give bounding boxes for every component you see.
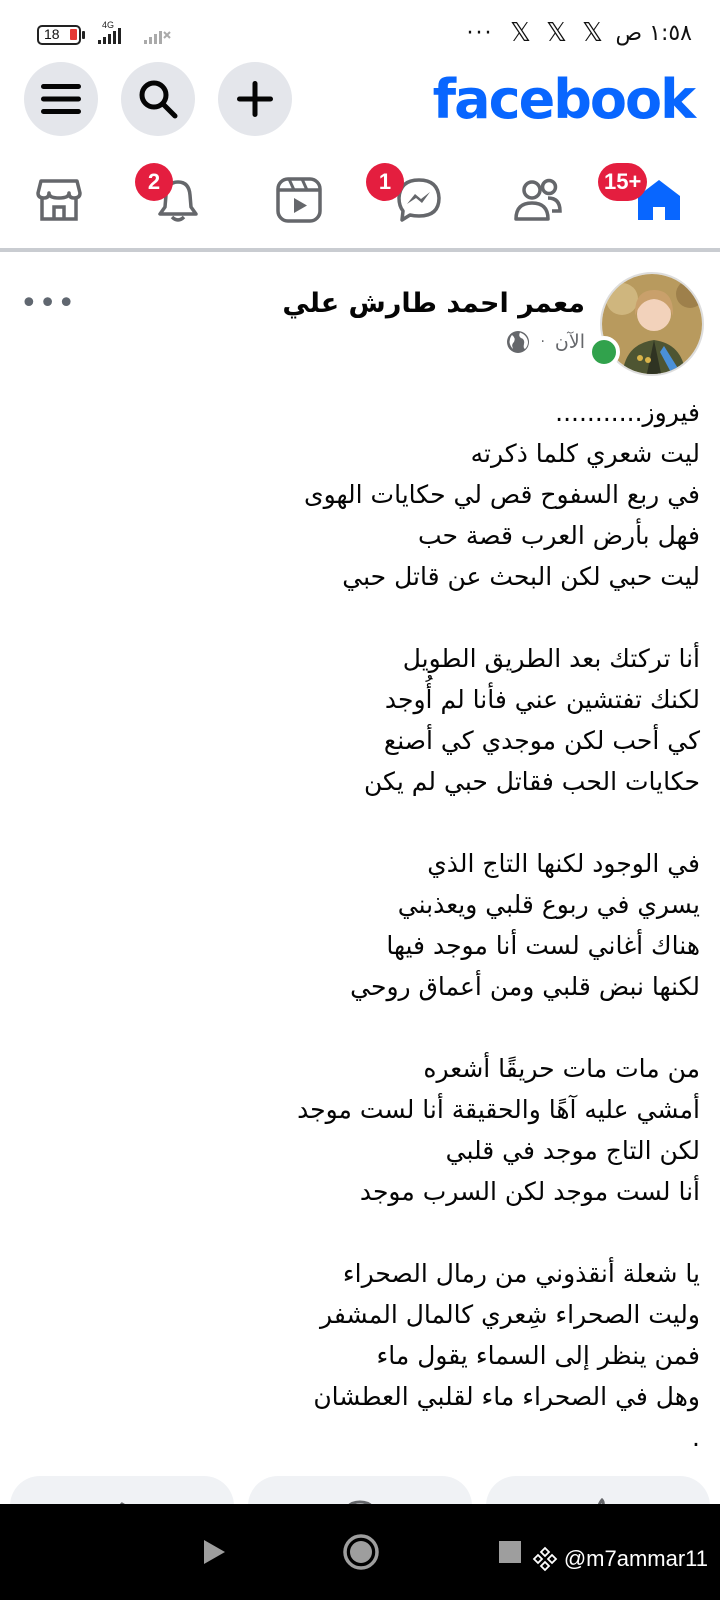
post-actions [0, 1476, 720, 1506]
post-line: ليت حبي لكن البحث عن قاتل حبي [342, 562, 700, 591]
binance-logo-icon [532, 1546, 558, 1572]
battery-level: 18 [44, 26, 60, 42]
like-button[interactable] [486, 1476, 710, 1506]
tab-home[interactable] [604, 165, 694, 235]
post-line: لكنك تفتشين عني فأنا لم أُوجد [384, 685, 700, 714]
post-line: لكنها نبض قلبي ومن أعماق روحي [350, 972, 700, 1001]
post-line: حكايات الحب فقاتل حبي لم يكن [364, 767, 700, 796]
post-line: هناك أغاني لست أنا موجد فيها [386, 931, 700, 960]
post-line: أنا لست موجد لكن السرب موجد [359, 1177, 700, 1206]
more-notifications-icon: ··· [466, 20, 494, 46]
post-line: فمن ينظر إلى السماء يقول ماء [376, 1341, 700, 1370]
post-line: ليت شعري كلما ذكرته [470, 439, 700, 468]
tab-friends[interactable] [503, 165, 573, 235]
post-line: وهل في الصحراء ماء لقلبي العطشان [313, 1382, 700, 1411]
x-logo-icon: 𝕏 [582, 18, 603, 48]
tab-messenger[interactable] [378, 165, 454, 235]
x-logo-icon: 𝕏 [510, 18, 531, 48]
post-text [20, 392, 700, 1458]
post-line: فهل بأرض العرب قصة حب [417, 521, 700, 550]
tab-video[interactable] [264, 165, 334, 235]
recents-button[interactable] [488, 1530, 532, 1574]
back-button[interactable] [192, 1530, 236, 1574]
store-icon [36, 177, 82, 223]
home-badge: 15+ [598, 163, 647, 201]
app-header [0, 60, 720, 140]
post-header [0, 268, 720, 378]
video-icon [275, 176, 323, 224]
comment-button[interactable] [248, 1476, 472, 1506]
system-navigation-bar [0, 1504, 720, 1600]
meta-separator: · [540, 334, 545, 350]
post-line: يا شعلة أنقذوني من رمال الصحراء [342, 1259, 700, 1288]
status-time: ١:٥٨ ص [615, 20, 692, 46]
post-line: وليت الصحراء شِعري كالمال المشفر [320, 1300, 700, 1329]
post-options-button[interactable]: ••• [20, 286, 77, 321]
facebook-logo[interactable]: facebook [432, 68, 694, 131]
status-bar [0, 0, 720, 64]
plus-icon [237, 81, 273, 117]
create-button[interactable] [218, 62, 292, 136]
watermark-text: @m7ammar11 [563, 1546, 708, 1571]
network-type: 4G [102, 20, 115, 30]
post-line: يسري في ربوع قلبي ويعذبني [397, 890, 700, 919]
battery-icon [37, 25, 81, 45]
post-blank-line [20, 597, 700, 638]
post-blank-line [20, 1007, 700, 1048]
menu-icon [41, 82, 81, 116]
post-line: من مات مات حريقًا أشعره [423, 1054, 700, 1083]
post-line: كي أحب لكن موجدي كي أصنع [383, 726, 700, 755]
post-line: أنا تركتك بعد الطريق الطويل [402, 644, 700, 673]
recents-icon [497, 1539, 523, 1565]
post-blank-line [20, 1212, 700, 1253]
post-line: لكن التاج موجد في قلبي [445, 1136, 700, 1165]
post-time[interactable]: الآن [554, 331, 585, 353]
tab-notifications[interactable] [143, 165, 213, 235]
share-button[interactable] [10, 1476, 234, 1506]
online-status-dot [588, 336, 620, 368]
home-circle-icon [342, 1533, 380, 1571]
post-meta [506, 330, 585, 354]
home-system-button[interactable] [339, 1530, 383, 1574]
post-line: في الوجود لكنها التاج الذي [427, 849, 700, 878]
nav-divider [0, 248, 720, 252]
watermark [532, 1546, 708, 1572]
notifications-badge: 2 [135, 163, 173, 201]
post-blank-line [20, 802, 700, 843]
back-icon [201, 1537, 227, 1567]
menu-button[interactable] [24, 62, 98, 136]
messenger-badge: 1 [366, 163, 404, 201]
globe-icon [506, 330, 530, 354]
search-button[interactable] [121, 62, 195, 136]
friends-icon [513, 177, 563, 223]
tab-bar [0, 155, 720, 245]
tab-marketplace[interactable] [24, 165, 94, 235]
post-line: . [692, 1423, 700, 1452]
x-logo-icon: 𝕏 [546, 18, 567, 48]
post-line: أمشي عليه آهًا والحقيقة أنا لست موجد [297, 1095, 700, 1124]
post-line: فيروز........... [555, 398, 700, 427]
post-line: في ربع السفوح قص لي حكايات الهوى [304, 480, 700, 509]
search-icon [137, 78, 179, 120]
post-author-name[interactable]: معمر احمد طارش علي [282, 288, 585, 319]
